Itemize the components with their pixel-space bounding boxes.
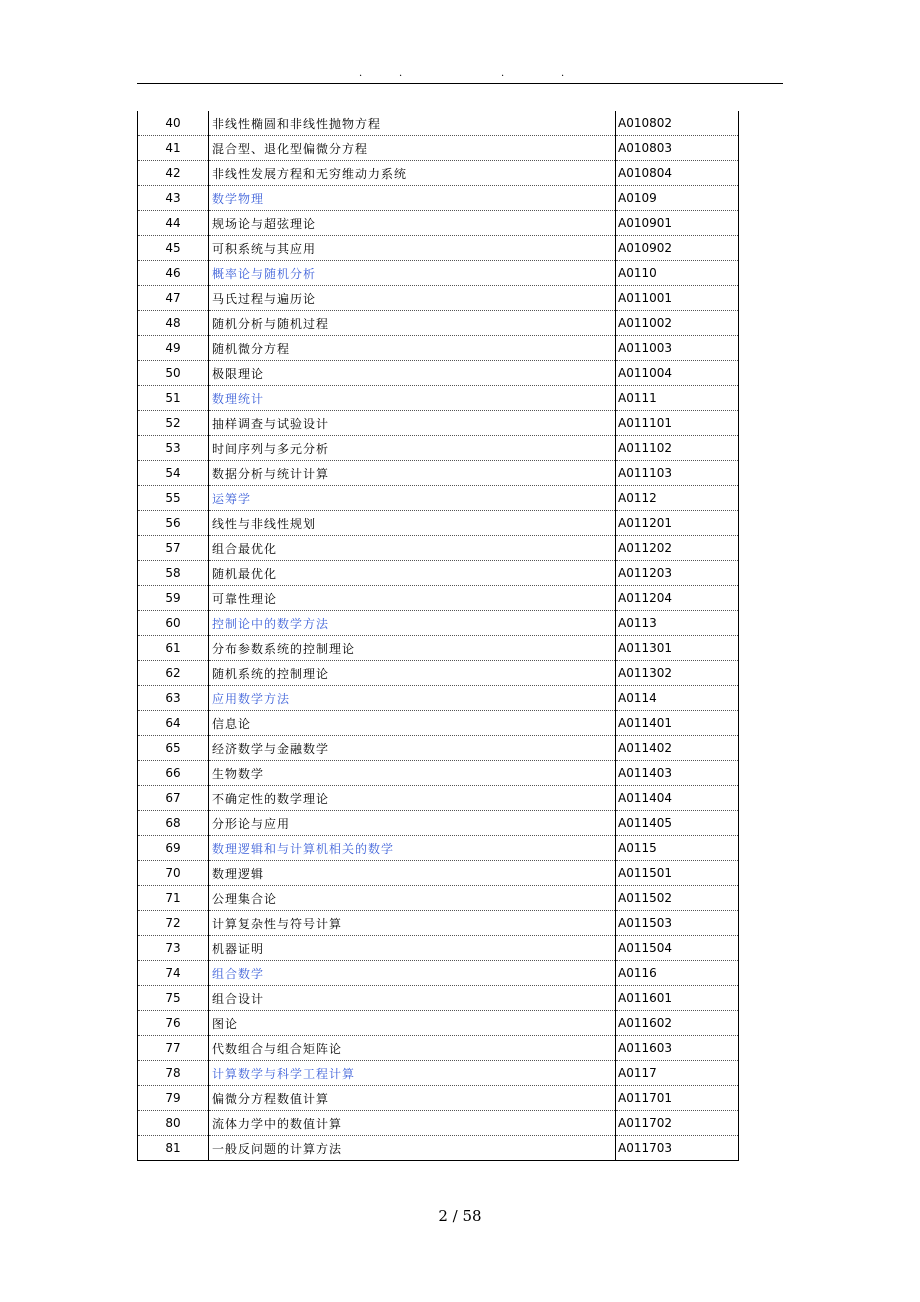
table-row bbox=[138, 861, 738, 886]
discipline-name: 规场论与超弦理论 bbox=[209, 211, 616, 236]
discipline-name: 时间序列与多元分析 bbox=[209, 436, 616, 461]
discipline-code: A0110 bbox=[616, 261, 739, 286]
table-row bbox=[138, 511, 738, 536]
discipline-name: 可积系统与其应用 bbox=[209, 236, 616, 261]
row-number: 72 bbox=[138, 911, 209, 936]
discipline-name: 流体力学中的数值计算 bbox=[209, 1111, 616, 1136]
row-number: 71 bbox=[138, 886, 209, 911]
discipline-code: A011103 bbox=[616, 461, 739, 486]
table-row bbox=[138, 386, 738, 411]
row-number: 76 bbox=[138, 1011, 209, 1036]
discipline-name: 一般反问题的计算方法 bbox=[209, 1136, 616, 1161]
row-number: 43 bbox=[138, 186, 209, 211]
row-number: 79 bbox=[138, 1086, 209, 1111]
header-mark: . bbox=[501, 68, 505, 79]
discipline-code: A011002 bbox=[616, 311, 739, 336]
table-row bbox=[138, 111, 738, 136]
discipline-name: 随机系统的控制理论 bbox=[209, 661, 616, 686]
table-row bbox=[138, 736, 738, 761]
discipline-code: A011004 bbox=[616, 361, 739, 386]
table-row bbox=[138, 436, 738, 461]
discipline-code: A011602 bbox=[616, 1011, 739, 1036]
discipline-code: A011001 bbox=[616, 286, 739, 311]
table-row bbox=[138, 711, 738, 736]
category-name: 数理逻辑和与计算机相关的数学 bbox=[209, 836, 616, 861]
row-number: 65 bbox=[138, 736, 209, 761]
row-number: 55 bbox=[138, 486, 209, 511]
table-row bbox=[138, 361, 738, 386]
discipline-name: 公理集合论 bbox=[209, 886, 616, 911]
row-number: 42 bbox=[138, 161, 209, 186]
discipline-name: 可靠性理论 bbox=[209, 586, 616, 611]
row-number: 50 bbox=[138, 361, 209, 386]
category-name: 控制论中的数学方法 bbox=[209, 611, 616, 636]
row-number: 57 bbox=[138, 536, 209, 561]
category-name: 运筹学 bbox=[209, 486, 616, 511]
discipline-name: 随机分析与随机过程 bbox=[209, 311, 616, 336]
discipline-name: 非线性椭圆和非线性抛物方程 bbox=[209, 111, 616, 136]
table-row bbox=[138, 1111, 738, 1136]
discipline-name: 经济数学与金融数学 bbox=[209, 736, 616, 761]
row-number: 66 bbox=[138, 761, 209, 786]
discipline-code: A011302 bbox=[616, 661, 739, 686]
page-header-marks bbox=[137, 68, 783, 82]
discipline-code: A0117 bbox=[616, 1061, 739, 1086]
table-row bbox=[138, 561, 738, 586]
table-row bbox=[138, 286, 738, 311]
discipline-code: A010901 bbox=[616, 211, 739, 236]
discipline-code: A011402 bbox=[616, 736, 739, 761]
row-number: 74 bbox=[138, 961, 209, 986]
discipline-code: A011202 bbox=[616, 536, 739, 561]
discipline-code: A011502 bbox=[616, 886, 739, 911]
discipline-code-table bbox=[137, 111, 739, 1161]
discipline-name: 代数组合与组合矩阵论 bbox=[209, 1036, 616, 1061]
discipline-code: A011503 bbox=[616, 911, 739, 936]
discipline-code: A0113 bbox=[616, 611, 739, 636]
row-number: 59 bbox=[138, 586, 209, 611]
row-number: 75 bbox=[138, 986, 209, 1011]
discipline-code: A011702 bbox=[616, 1111, 739, 1136]
discipline-name: 生物数学 bbox=[209, 761, 616, 786]
discipline-name: 不确定性的数学理论 bbox=[209, 786, 616, 811]
row-number: 67 bbox=[138, 786, 209, 811]
discipline-code: A011301 bbox=[616, 636, 739, 661]
row-number: 48 bbox=[138, 311, 209, 336]
table-row bbox=[138, 336, 738, 361]
row-number: 81 bbox=[138, 1136, 209, 1161]
discipline-code: A010804 bbox=[616, 161, 739, 186]
header-rule bbox=[137, 83, 783, 84]
discipline-name: 计算复杂性与符号计算 bbox=[209, 911, 616, 936]
table-row bbox=[138, 786, 738, 811]
category-name: 概率论与随机分析 bbox=[209, 261, 616, 286]
table-row bbox=[138, 461, 738, 486]
discipline-name: 随机微分方程 bbox=[209, 336, 616, 361]
discipline-code: A011401 bbox=[616, 711, 739, 736]
discipline-name: 分形论与应用 bbox=[209, 811, 616, 836]
discipline-code: A011403 bbox=[616, 761, 739, 786]
discipline-code: A011201 bbox=[616, 511, 739, 536]
row-number: 51 bbox=[138, 386, 209, 411]
table-row bbox=[138, 261, 738, 286]
row-number: 80 bbox=[138, 1111, 209, 1136]
discipline-code: A011703 bbox=[618, 1141, 673, 1155]
table-row bbox=[138, 936, 738, 961]
row-number: 45 bbox=[138, 236, 209, 261]
table-row bbox=[138, 811, 738, 836]
table-row bbox=[138, 686, 738, 711]
discipline-code: A011501 bbox=[616, 861, 739, 886]
discipline-code: A0112 bbox=[616, 486, 739, 511]
discipline-code: A0111 bbox=[616, 386, 739, 411]
table-row bbox=[138, 1136, 738, 1161]
row-number: 53 bbox=[138, 436, 209, 461]
table-body bbox=[138, 111, 738, 1160]
table-row bbox=[138, 611, 738, 636]
table-row bbox=[138, 311, 738, 336]
table-row bbox=[138, 636, 738, 661]
table-row bbox=[138, 1061, 738, 1086]
row-number: 52 bbox=[138, 411, 209, 436]
discipline-name: 非线性发展方程和无穷维动力系统 bbox=[209, 161, 616, 186]
discipline-name: 随机最优化 bbox=[209, 561, 616, 586]
discipline-code: A011504 bbox=[616, 936, 739, 961]
table-row bbox=[138, 136, 738, 161]
discipline-name: 信息论 bbox=[209, 711, 616, 736]
discipline-code: A0109 bbox=[616, 186, 739, 211]
discipline-name: 偏微分方程数值计算 bbox=[209, 1086, 616, 1111]
row-number: 73 bbox=[138, 936, 209, 961]
row-number: 49 bbox=[138, 336, 209, 361]
discipline-code: A011101 bbox=[616, 411, 739, 436]
discipline-code: A011203 bbox=[616, 561, 739, 586]
table-row bbox=[138, 486, 738, 511]
row-number: 41 bbox=[138, 136, 209, 161]
row-number: 46 bbox=[138, 261, 209, 286]
discipline-code: A010803 bbox=[616, 136, 739, 161]
category-name: 应用数学方法 bbox=[209, 686, 616, 711]
row-number: 63 bbox=[138, 686, 209, 711]
row-number: 60 bbox=[138, 611, 209, 636]
page-number: 2 / 58 bbox=[438, 1207, 482, 1225]
discipline-code: A011601 bbox=[616, 986, 739, 1011]
discipline-name: 机器证明 bbox=[209, 936, 616, 961]
discipline-code: A011701 bbox=[616, 1086, 739, 1111]
table-row bbox=[138, 761, 738, 786]
row-number: 61 bbox=[138, 636, 209, 661]
row-number: 40 bbox=[138, 111, 209, 136]
discipline-name: 组合设计 bbox=[209, 986, 616, 1011]
table-row bbox=[138, 836, 738, 861]
table-row bbox=[138, 911, 738, 936]
table-row bbox=[138, 886, 738, 911]
header-mark: . bbox=[561, 68, 565, 79]
table-row bbox=[138, 1011, 738, 1036]
discipline-name: 数理逻辑 bbox=[209, 861, 616, 886]
discipline-code: A011102 bbox=[616, 436, 739, 461]
discipline-code: A011405 bbox=[616, 811, 739, 836]
row-number: 77 bbox=[138, 1036, 209, 1061]
row-number: 56 bbox=[138, 511, 209, 536]
discipline-code: A0115 bbox=[616, 836, 739, 861]
row-number: 64 bbox=[138, 711, 209, 736]
category-name: 数理统计 bbox=[209, 386, 616, 411]
row-number: 47 bbox=[138, 286, 209, 311]
category-name: 计算数学与科学工程计算 bbox=[209, 1061, 616, 1086]
table-row bbox=[138, 1086, 738, 1111]
discipline-code: A011404 bbox=[616, 786, 739, 811]
category-name: 组合数学 bbox=[209, 961, 616, 986]
discipline-name: 极限理论 bbox=[209, 361, 616, 386]
row-number: 78 bbox=[138, 1061, 209, 1086]
row-number: 62 bbox=[138, 661, 209, 686]
row-number: 54 bbox=[138, 461, 209, 486]
header-mark: . bbox=[399, 68, 403, 79]
row-number: 68 bbox=[138, 811, 209, 836]
discipline-code: A011003 bbox=[616, 336, 739, 361]
row-number: 69 bbox=[138, 836, 209, 861]
row-number: 70 bbox=[138, 861, 209, 886]
table-row bbox=[138, 186, 738, 211]
discipline-name: 数据分析与统计计算 bbox=[209, 461, 616, 486]
row-number: 58 bbox=[138, 561, 209, 586]
discipline-code: A011204 bbox=[616, 586, 739, 611]
header-mark: . bbox=[359, 68, 363, 79]
table-row bbox=[138, 986, 738, 1011]
discipline-name: 分布参数系统的控制理论 bbox=[209, 636, 616, 661]
table-row bbox=[138, 411, 738, 436]
discipline-name: 抽样调查与试验设计 bbox=[209, 411, 616, 436]
discipline-code: A0114 bbox=[616, 686, 739, 711]
table-row bbox=[138, 961, 738, 986]
discipline-code: A010802 bbox=[616, 111, 739, 136]
discipline-name: 图论 bbox=[209, 1011, 616, 1036]
table-row bbox=[138, 211, 738, 236]
discipline-code: A0116 bbox=[616, 961, 739, 986]
table-row bbox=[138, 1036, 738, 1061]
code-table bbox=[138, 111, 738, 1160]
table-row bbox=[138, 536, 738, 561]
table-row bbox=[138, 661, 738, 686]
discipline-code: A011603 bbox=[616, 1036, 739, 1061]
discipline-name: 马氏过程与遍历论 bbox=[209, 286, 616, 311]
table-row bbox=[138, 236, 738, 261]
table-row bbox=[138, 586, 738, 611]
discipline-name: 组合最优化 bbox=[209, 536, 616, 561]
discipline-name: 线性与非线性规划 bbox=[209, 511, 616, 536]
discipline-code: A010902 bbox=[616, 236, 739, 261]
table-row bbox=[138, 161, 738, 186]
row-number: 44 bbox=[138, 211, 209, 236]
category-name: 数学物理 bbox=[209, 186, 616, 211]
discipline-name: 混合型、退化型偏微分方程 bbox=[209, 136, 616, 161]
